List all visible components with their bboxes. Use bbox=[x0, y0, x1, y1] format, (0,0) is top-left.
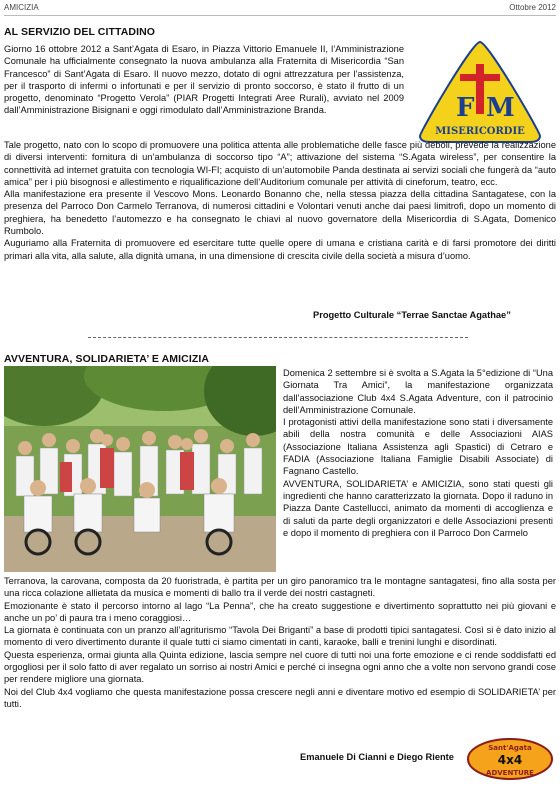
article-body-servizio-intro bbox=[4, 43, 404, 117]
signature-servizio: Progetto Culturale “Terrae Sanctae Agathae” bbox=[313, 310, 511, 320]
header-date: Ottobre 2012 bbox=[509, 3, 556, 12]
article-title-servizio: AL SERVIZIO DEL CITTADINO bbox=[4, 26, 156, 38]
paragraph-1: Giorno 16 ottobre 2012 a Sant’Agata di Esaro, in Piazza Vittorio Emanuele II, l’Amministrazione Comunale ha ufficialmente consegnato la nuova ambulanza alla Fraternita di Misericordia “San Francesco” di Sant’Agata di Esaro. Il nuovo mezzo, dotato di ogni attrezzatura per l’assistenza, per il trasporto di infermi o infortunati e per il servizio di pronto soccorso, è stato il frutto di un progetto, denominato “Progetto Verola” (PIAR Progetti Integrati Aree Rurali), avviato nel 2009 dall’Amministrazione Bisignani e oggi rimodulato dall’Amministrazione Branda. bbox=[4, 44, 404, 116]
section-divider bbox=[88, 337, 468, 338]
badge-top-text: Sant'Agata bbox=[488, 744, 532, 752]
article-body-avventura bbox=[4, 575, 556, 710]
badge-bottom-text: ADVENTURE bbox=[486, 769, 534, 777]
group-photo bbox=[4, 366, 276, 572]
paragraph-full-3: La giornata è continuata con un pranzo all’agriturismo “Tavola Dei Briganti” a base di prodotti tipici santagatesi. Così si è dato inizio al momento di vero divertimento durante il quale tutti ci siamo cimentati in canti, karaoke, balli e trenini lunghi e disordinati. bbox=[4, 625, 556, 648]
paragraph-full-5: Noi del Club 4x4 vogliamo che questa manifestazione possa crescere negli anni e diventare motivo ed esempio di SOLIDARIETA’ per tutti. bbox=[4, 686, 556, 709]
paragraph-full-2: Emozionante è stato il percorso intorno al lago “La Penna”, che ha creato suggestione e divertimento soprattutto nei più giovani e anche un po’ di paura tra i meno coraggiosi… bbox=[4, 600, 556, 623]
misericordie-logo bbox=[412, 36, 548, 146]
article-body-avventura-column bbox=[283, 367, 553, 539]
paragraph-col-1: Domenica 2 settembre si è svolta a S.Agata la 5°edizione di “Una Giornata Tra Amici”, la manifestazione organizzata dall’associazione Club 4x4 S.Agata Adventure, con il patrocinio dell’Amministrazione Comunale. bbox=[283, 368, 553, 415]
paragraph-2: Alla manifestazione era presente il Vescovo Mons. Leonardo Bonanno che, nella stessa piazza della cittadina Santagatese, con la presenza del Parroco Don Carmelo Terranova, di numerosi cittadini e Volontari venuti anche dai paesi limitrofi, dopo un momento di preghiera, ha benedetto l’automezzo e ha consegnato le chiavi al nuovo governatore della Misericordia di S.Agata, Domenico Rumbolo. bbox=[4, 189, 556, 237]
page-header bbox=[4, 3, 556, 16]
club-4x4-logo bbox=[466, 738, 554, 780]
svg-text:M: M bbox=[486, 93, 515, 123]
svg-text:F: F bbox=[456, 93, 475, 123]
article-title-avventura: AVVENTURA, SOLIDARIETA’ E AMICIZIA bbox=[4, 353, 210, 365]
paragraph-col-2: I protagonisti attivi della manifestazione sono stati i diversamente abili della nostra comunità e delle Associazioni AIAS (Associazione Italiana Assistenza agli Spastici) di Cetraro e FADIA (Associazione Italiana Famiglie Disabili Associate) di Fagnano Castello. bbox=[283, 417, 553, 477]
paragraph-3: Auguriamo alla Fraternita di promuovere ed esercitare tutte quelle opere di umana e cristiana carità e di farsi promotore dei diritti primari alla vita, alla salute, alla dignità umana, in una dimensione di crescita civile della società a misura d’uomo. bbox=[4, 238, 556, 261]
logo-text: MISERICORDIE bbox=[435, 126, 525, 137]
signature-avventura: Emanuele Di Cianni e Diego Riente bbox=[300, 752, 454, 762]
paragraph-col-3: AVVENTURA, SOLIDARIETA’ e AMICIZIA, sono stati questi gli ingredienti che hanno caratterizzato la giornata. Dopo il raduno in Piazza Dante Castellucci, animato da momenti di accoglienza e di saluti da parte degli organizzatori e delle Associazioni presenti e dopo il momento di preghiera con il Parroco Don Carmelo bbox=[283, 478, 553, 538]
badge-mid-text: 4x4 bbox=[497, 753, 523, 767]
header-section-name: AMICIZIA bbox=[4, 3, 39, 12]
paragraph-full-1: Terranova, la carovana, composta da 20 fuoristrada, è partita per un giro panoramico tra le montagne santagatesi, fino alla sosta per una ricca colazione allietata da musica e momenti di ballo tra il verde dei nostri castagneti. bbox=[4, 576, 556, 599]
paragraph-full-4: Questa esperienza, ormai giunta alla Quinta edizione, lascia sempre nel cuore di tutti noi una forte emozione e ci rende soddisfatti ed orgogliosi per il solo fatto di aver regalato un sorriso ai nostri Amici e perché ci insegna ogni anno che a volte non servono grandi cose per rendere migliore una giornata. bbox=[4, 649, 556, 685]
paragraph-1b: Tale progetto, nato con lo scopo di promuovere una politica attenta alle problematiche delle fasce più deboli, prevede la realizzazione di diversi interventi: fornitura di un’ambulanza di soccorso tipo “A”; attivazione del sistema “S.Agata wireless”, per consentire la connettività ad internet gratuita con tecnologia WI-FI; acquisto di un’automobile Panda destinata ai servizi sociali che fungerà da “auto amica” per i più bisognosi e allestimento e riqualificazione dell’Auditorium comunale per attività di cineforum, teatro, ecc. bbox=[4, 140, 556, 187]
article-body-servizio bbox=[4, 139, 556, 262]
